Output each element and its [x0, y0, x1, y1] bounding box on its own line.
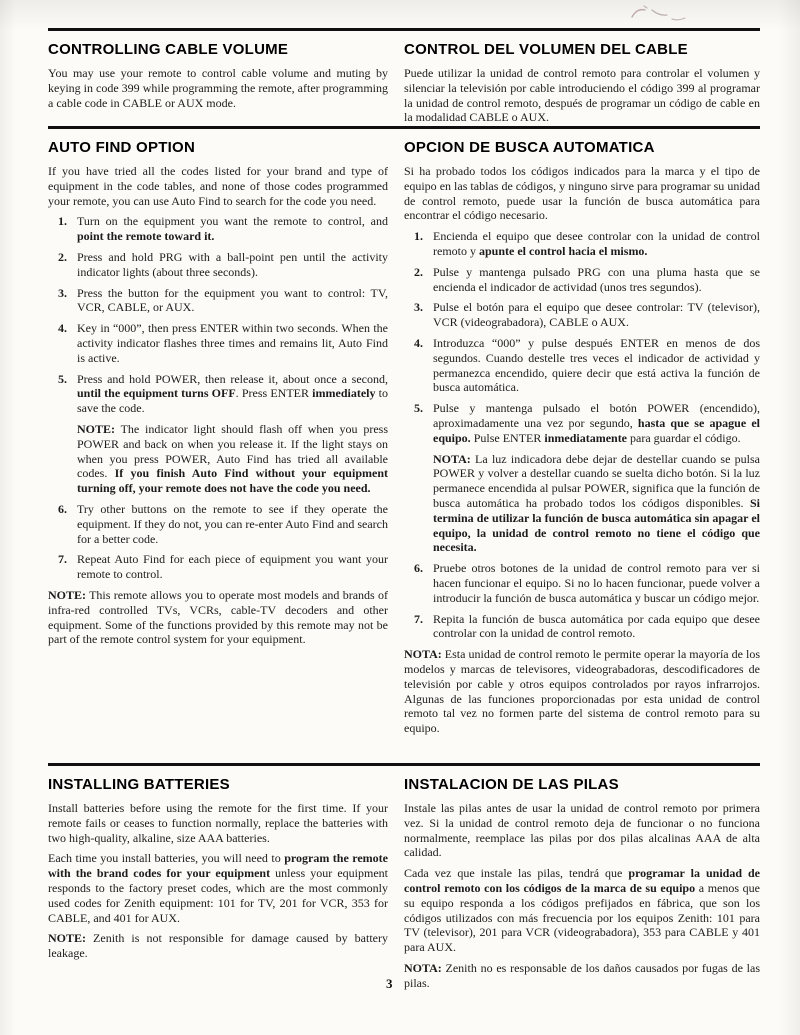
item-text — [433, 300, 760, 330]
column-english — [48, 137, 388, 742]
text-run: NOTA: — [404, 647, 442, 662]
text-run: Zenith is not responsible for damage caused by battery leakage. — [48, 931, 388, 961]
section-body — [48, 66, 388, 110]
paragraph — [48, 164, 388, 208]
item-number: 7. — [414, 611, 423, 626]
text-run: Try other buttons on the remote to see if they operate the equipment. If they do not, you can re-enter Auto Find and search for a better code. — [77, 501, 388, 546]
text-run: immediately — [312, 386, 376, 401]
section-body — [48, 164, 388, 647]
list-item — [58, 372, 388, 496]
column-english — [48, 774, 388, 997]
item-number: 1. — [414, 229, 423, 244]
item-number: 3. — [414, 300, 423, 315]
paragraph — [48, 588, 388, 647]
paragraph — [48, 851, 388, 925]
list-item — [414, 561, 760, 605]
item-text — [433, 561, 760, 605]
text-run: Puede utilizar la unidad de control remoto para controlar el volumen y silenciar la televisión por cable introduciendo el código 399 al programar la unidad de control remoto, después de programar un código de cable en la modalidad CABLE o AUX. — [404, 66, 760, 125]
section-title: OPCION DE BUSCA AUTOMATICA — [404, 139, 655, 156]
text-run: Key in “000”, then press ENTER within two seconds. When the activity indicator flashes three times and remains lit, Auto Find is active. — [77, 321, 388, 365]
text-run: Pulse y mantenga pulsado el botón POWER (encendido), aproximadamente una vez por segundo, — [433, 401, 760, 430]
item-number: 3. — [58, 285, 67, 300]
list-item — [58, 321, 388, 365]
item-note — [77, 422, 388, 496]
text-run: NOTA: — [404, 960, 442, 975]
paragraph — [404, 961, 760, 991]
list-item — [414, 229, 760, 259]
section-title: AUTO FIND OPTION — [48, 139, 196, 156]
list-item — [58, 552, 388, 582]
text-run: unless your equipment responds to the factory preset codes, which are the most commonly used codes for Zenith equipment: 101 for TV, 201 for VCR, 353 for CABLE, and 401 for AUX. — [48, 866, 388, 925]
section-cable-volume — [48, 28, 760, 131]
paragraph — [48, 801, 388, 845]
text-run: Pulse ENTER — [470, 430, 545, 445]
paragraph — [404, 647, 760, 736]
item-number: 5. — [58, 371, 67, 386]
text-run: a menos que su equipo responda a los códigos prefijados en fábrica, que son los códigos utilizados con más frecuencia por los equipos Zenith: 101 para TV (televisor), 201 para VCR (videograbadora), 353 para CABLE y 401 para AUX. — [404, 880, 761, 955]
text-run: Each time you install batteries, you will need to — [48, 851, 285, 866]
list-item — [414, 336, 760, 395]
text-run: until the equipment turns OFF — [77, 386, 236, 401]
page-number: 3 — [386, 976, 393, 991]
item-number: 2. — [58, 249, 67, 264]
text-run: This remote allows you to operate most models and brands of infra-red controlled TVs, VCRs, cable-TV decoders and other equipment. Some of the functions provided by this remote may not be part of the remote control system for your equipment. — [48, 587, 388, 647]
text-run: Si termina de utilizar la función de busca automática sin apagar el equipo, la unidad de control remoto no tiene el código que necesita. — [433, 495, 760, 555]
section-auto-find — [48, 126, 760, 742]
section-body — [404, 66, 760, 125]
paragraph — [48, 66, 388, 110]
item-text — [433, 229, 760, 259]
text-run: apunte el control hacia el mismo. — [479, 243, 648, 258]
text-run: Press and hold POWER, then release it, about once a second, — [77, 371, 388, 386]
text-run: Pulse el botón para el equipo que desee controlar: TV (televisor), VCR (videograbadora), CABLE o AUX. — [433, 300, 760, 330]
item-text — [77, 552, 388, 582]
text-run: Pulse y mantenga pulsado PRG con una pluma hasta que se encienda el indicador de actividad (unos tres segundos). — [433, 264, 760, 294]
text-run: Esta unidad de control remoto le permite operar la mayoría de los modelos y marcas de televisores, videograbadoras, descodificadores de televisión por cable y otros equipos controlados por rayos infrarrojos. Algunas de las funciones proporcionadas por esta unidad de control remoto tal vez no formen parte del sistema de control remoto para su equipo. — [404, 647, 760, 736]
item-number: 6. — [414, 561, 423, 576]
paragraph — [48, 931, 388, 961]
item-number: 7. — [58, 552, 67, 567]
paragraph — [404, 866, 760, 955]
text-run: If you finish Auto Find without your equipment turning off, your remote does not have the code you need. — [77, 466, 388, 496]
text-run: programar la unidad de control remoto con los códigos de la marca de su equipo — [404, 866, 761, 895]
section-title: CONTROL DEL VOLUMEN DEL CABLE — [404, 41, 688, 58]
item-text — [77, 502, 388, 546]
pencil-mark-icon — [624, 2, 696, 26]
item-number: 4. — [58, 321, 67, 336]
list-item — [58, 250, 388, 280]
text-run: Install batteries before using the remote for the first time. If your remote fails or ceases to function normally, replace the batteries with two high-quality, alkaline, size AAA batteries. — [48, 801, 388, 845]
item-text — [77, 214, 388, 244]
text-run: Pruebe otros botones de la unidad de control remoto para ver si hacen funcionar el equipo. Si no lo hacen funcionar, puede volver a introducir la función de busca automática y buscar un código mejor. — [433, 561, 760, 605]
text-run: Introduzca “000” y pulse después ENTER en menos de dos segundos. Cuando destelle tres veces el indicador de actividad y permanezca encendido, quiere decir que está activa la función de busca automática. — [433, 335, 760, 395]
item-number: 2. — [414, 264, 423, 279]
item-number: 5. — [414, 401, 423, 416]
item-number: 6. — [58, 501, 67, 516]
text-run: Cada vez que instale las pilas, tendrá que — [404, 866, 629, 881]
section-installing-batteries — [48, 763, 760, 997]
text-run: La luz indicadora debe dejar de destellar cuando se pulsa POWER y volver a destellar cuando se suelta dicho botón. Si la luz permanece encendida al pulsar POWER, significa que la función de busca automática ha probado todos los códigos disponibles. — [433, 451, 760, 510]
text-run: inmediatamente — [544, 430, 628, 445]
section-body — [404, 801, 760, 991]
section-title: INSTALACION DE LAS PILAS — [404, 776, 619, 793]
item-number: 4. — [414, 335, 423, 350]
text-run: Si ha probado todos los códigos indicados para la marca y el tipo de equipo en las tablas de códigos, y ninguno sirve para programar su unidad de control remoto, puede usar la función de busca automática para encontrar el código necesario. — [404, 164, 760, 223]
text-run: NOTE: — [48, 931, 87, 946]
item-text — [433, 265, 760, 295]
text-run: . Press ENTER — [235, 386, 313, 401]
numbered-list — [58, 214, 388, 582]
text-run: Zenith no es responsable de los daños causados por fugas de las pilas. — [404, 960, 760, 990]
list-item — [414, 265, 760, 295]
text-run: point the remote toward it. — [77, 229, 215, 244]
list-item — [414, 300, 760, 330]
list-item — [58, 502, 388, 546]
list-item — [58, 214, 388, 244]
numbered-list — [414, 229, 760, 641]
item-text — [77, 321, 388, 365]
item-note — [433, 452, 760, 556]
text-run: NOTE: — [77, 421, 116, 436]
column-english — [48, 39, 388, 131]
text-run: You may use your remote to control cable volume and muting by keying in code 399 while programming the remote, after programming a cable code in CABLE or AUX mode. — [48, 66, 388, 110]
section-title: CONTROLLING CABLE VOLUME — [48, 41, 289, 58]
column-spanish — [404, 137, 760, 742]
text-run: NOTA: — [433, 451, 471, 466]
column-spanish — [404, 774, 760, 997]
section-title: INSTALLING BATTERIES — [48, 776, 230, 793]
paragraph — [404, 164, 760, 223]
text-run: Instale las pilas antes de usar la unidad de control remoto por primera vez. Si la unidad de control remoto deja de funcionar o no funciona normalmente, reemplace las pilas por dos pilas alcalinas AAA de alta calidad. — [404, 801, 760, 860]
text-run: Turn on the equipment you want the remote to control, and — [77, 214, 388, 229]
text-run: para guardar el código. — [627, 430, 741, 445]
item-text — [77, 250, 388, 280]
text-run: Encienda el equipo que desee controlar con la unidad de control remoto y — [433, 229, 760, 258]
text-run: Press the button for the equipment you want to control: TV, VCR, CABLE, or AUX. — [77, 285, 388, 315]
section-body — [404, 164, 760, 736]
list-item — [58, 286, 388, 316]
item-text — [77, 372, 388, 416]
item-text — [433, 401, 760, 445]
text-run: The indicator light should flash off when you press POWER and back on when you release it. If the light stays on when you press POWER, Auto Find has tried all available codes. — [77, 421, 388, 481]
paragraph — [404, 801, 760, 860]
text-run: Press and hold PRG with a ball-point pen until the activity indicator lights (about three seconds). — [77, 249, 388, 279]
list-item — [414, 401, 760, 555]
text-run: If you have tried all the codes listed for your brand and type of equipment in the code tables, and none of those codes programmed your remote, you can use Auto Find to search for the code you need. — [48, 164, 388, 208]
item-number: 1. — [58, 214, 67, 229]
item-text — [433, 612, 760, 642]
item-text — [433, 336, 760, 395]
text-run: program the remote with the brand codes for your equipment — [48, 851, 389, 881]
text-run: Repita la función de busca automática por cada equipo que desee controlar con la unidad de control remoto. — [433, 611, 760, 641]
item-text — [77, 286, 388, 316]
text-run: Repeat Auto Find for each piece of equipment you want your remote to control. — [77, 552, 388, 582]
text-run: to save the code. — [77, 386, 388, 416]
paragraph — [404, 66, 760, 125]
column-spanish — [404, 39, 760, 131]
text-run: NOTE: — [48, 587, 87, 602]
list-item — [414, 612, 760, 642]
section-body — [48, 801, 388, 961]
text-run: hasta que se apague el equipo. — [433, 415, 760, 445]
